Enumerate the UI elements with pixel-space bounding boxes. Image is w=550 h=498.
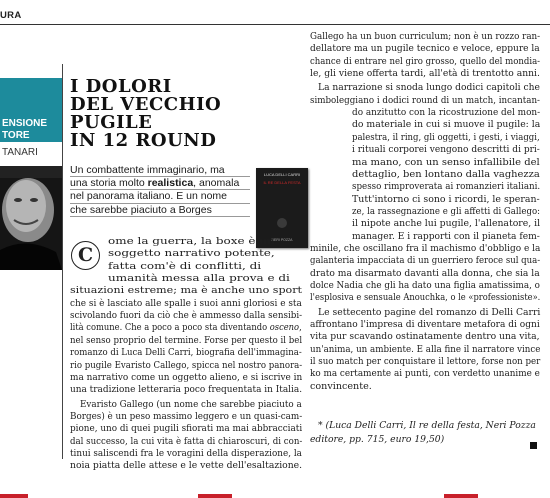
footer-bar: [0, 494, 28, 498]
category-line: ENSIONE: [2, 118, 48, 129]
article-emphasis: osceno: [269, 322, 300, 334]
article-line: do materiale in cui si muove il pugile: la: [352, 119, 541, 131]
article-line: le, gli viene offerta tardi, all'età di trentotto anni.: [310, 68, 540, 80]
article-line: il nipote anche lui pugile, l'allenatore, il: [352, 218, 541, 230]
author-photo: [0, 166, 62, 270]
article-line: lità comune. Che a poco a poco sta diventando osceno,: [70, 322, 302, 334]
article-line: romanzo di Luca Delli Carri, biografia dell'immagina-: [70, 347, 302, 359]
article-line: vita pur scavando ostinatamente dentro una vita,: [310, 331, 540, 343]
headline-line: PUGILE: [70, 112, 153, 133]
book-cover-title: IL RE DELLA FESTA: [263, 180, 301, 185]
article-line: dettaglio, ben lontano dalla vaghezza: [352, 168, 540, 180]
article-line: un'anima, un ambiente. E alla fine il narratore vince: [310, 343, 541, 355]
article-line: il suo match per conquistare il lettore, forse non per: [310, 356, 541, 368]
article-line: Evaristo Gallego (un nome che sarebbe piaciuto a: [80, 398, 302, 410]
article-line: pione, uno di quei pugili sfiorati ma mai abbracciati: [70, 423, 303, 435]
book-cover-figure: [277, 218, 287, 228]
article-line: umanità messa alla prova e di: [108, 273, 290, 285]
footnote-line: editore, pp. 715, euro 19,50): [310, 434, 445, 445]
article-line: rio pugile Evaristo Callego, spicca nel nostro panora-: [70, 359, 303, 371]
article-line: dellatore ma un pugile tecnico e veloce, eppure la: [310, 43, 540, 55]
article-line: Le settecento pagine del romanzo di Delli Carri: [318, 306, 541, 318]
article-line: i rituali corporei vengono descritti di pri-: [352, 144, 540, 156]
section-label: URA: [0, 10, 22, 21]
deck-emphasis: realistica: [147, 177, 194, 190]
article-line: fatta com'è di conflitti, di: [108, 260, 262, 272]
article-line: La narrazione si snoda lungo dodici capitoli che: [318, 82, 540, 94]
article-line: nel senso proprio del termine. Forse per questo il bel: [70, 334, 303, 346]
article-line: affrontano l'impresa di diventare metafora di ogni: [310, 319, 540, 331]
article-line: spesso rimproverata ai romanzieri italiani.: [352, 181, 541, 193]
article-line: dal successo, la cui vita è fatta di chiaroscuri, di con-: [70, 435, 303, 447]
headline-line: I DOLORI: [70, 76, 172, 97]
headline-line: DEL VECCHIO: [70, 94, 222, 115]
book-cover-author: LUCA DELLI CARRI: [263, 172, 301, 177]
article-line: soggetto narrativo potente,: [108, 248, 275, 260]
article-line: noia piatta delle attese e le vette dell'esaltazione.: [70, 460, 303, 472]
article-line: palestra, il ring, gli oggetti, i gesti, i viaggi,: [352, 131, 540, 143]
headline: [70, 78, 270, 150]
article-line: minile, che oscillano fra il machismo d'obbligo e la: [310, 242, 541, 254]
end-of-article-mark: [530, 442, 537, 449]
author-portrait-image: [0, 166, 62, 270]
article-line: Gallego ha un buon curriculum; non è un rozzo ran-: [310, 31, 541, 42]
footer-bar: [444, 494, 478, 498]
footer-bar: [198, 494, 232, 498]
article-line: ko ma certamente ai punti, con verdetto unanime e: [310, 368, 540, 380]
article-line: ma mano, con un senso infallibile del: [352, 156, 540, 168]
article-line: Tutt'intorno ci sono i ricordi, le speran-: [352, 193, 540, 205]
article-line: dolce Nadia che gli ha dato una figlia amatissima, o: [310, 280, 540, 291]
article-line: una tradizione letteraria poco frequentata in Italia.: [70, 384, 303, 396]
article-line: che si è lasciato alle spalle i suoi anni gloriosi e sta: [70, 297, 302, 309]
deck-line: nel panorama italiano. E un nome: [70, 190, 250, 203]
category-line: TORE: [2, 130, 30, 141]
article-line: tinui saliscendi fra le voragini della disperazione, la: [70, 447, 302, 459]
article-line: convincente.: [310, 380, 372, 392]
article-line: ome la guerra, la boxe è un: [108, 236, 275, 247]
article-line: Borges) è un peso massimo leggero e un quasi-cam-: [70, 410, 303, 422]
top-rule: [0, 24, 550, 25]
deck-line-part: una storia molto realistica, anomala: [70, 177, 240, 190]
deck-line: che sarebbe piaciuto a Borges: [70, 204, 250, 217]
article-line: l'esplosiva e sensuale Anouchka, o le «professioniste».: [310, 292, 541, 304]
article-line: scivolando fuori da ciò che è ammesso dalla sensibi-: [70, 310, 303, 322]
headline-line: IN 12 ROUND: [70, 130, 217, 151]
article-line: do anzitutto con la ricostruzione del mon-: [352, 107, 541, 119]
critic-name: TANARI: [2, 147, 38, 158]
article-line: drato ma disarmato davanti alla donna, che sia la: [310, 267, 540, 279]
deck-line: Un combattente immaginario, ma: [70, 164, 250, 177]
column-divider: [62, 64, 63, 459]
deck-line: [70, 177, 250, 190]
article-line: ze, la rassegnazione e gli affetti di Gallego:: [352, 205, 541, 217]
drop-cap: C: [71, 241, 100, 270]
article-line: chance di entrare nel giro grosso, quello del mondia-: [310, 55, 541, 67]
article-line: situazioni estreme; ma è anche uno sport: [70, 285, 302, 297]
footnote-line: * (Luca Delli Carri, Il re della festa, Neri Pozza: [318, 420, 536, 431]
article-line: simboleggiano i dodici round di un match, incantan-: [310, 94, 540, 106]
article-line: ma narrativo come un oggetto alieno, e si iscrive in: [70, 371, 303, 383]
article-line: manager. E i rapporti con il pianeta fem-: [352, 230, 540, 242]
article-line: galanteria impacciata di un guerriero feroce sul qua-: [310, 255, 541, 267]
book-cover-publisher: NERI POZZA: [271, 238, 293, 242]
category-box: [0, 78, 62, 142]
deck: [70, 164, 250, 217]
